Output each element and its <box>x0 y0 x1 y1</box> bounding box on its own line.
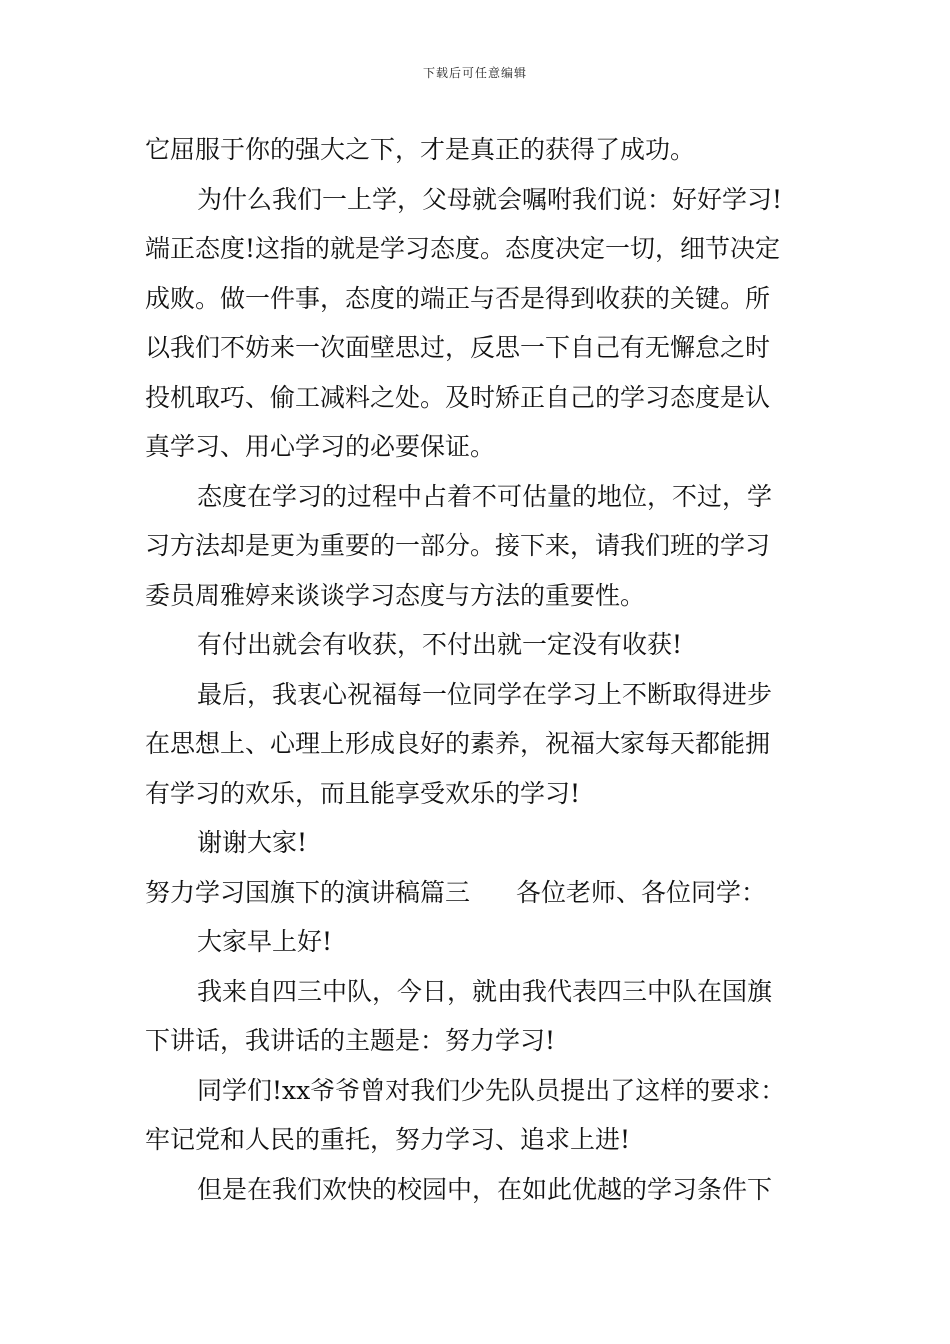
paragraph-start-line: 态度在学习的过程中占着不可估量的地位，不过，学 <box>197 481 773 511</box>
section-title-line <box>145 868 809 918</box>
paragraph-start-line: 但是在我们欢快的校园中，在如此优越的学习条件下 <box>197 1174 773 1204</box>
paragraph-start-line: 谢谢大家! <box>197 828 308 857</box>
text-line: 真学习、用心学习的必要保证。 <box>145 432 496 461</box>
text-line: 下讲话，我讲话的主题是：努力学习! <box>145 1026 556 1055</box>
text-line: 有学习的欢乐，而且能享受欢乐的学习! <box>145 778 581 808</box>
paragraph-start-line: 同学们!xx爷爷曾对我们少先队员提出了这样的要求： <box>197 1075 786 1105</box>
document-body <box>145 125 809 1214</box>
text-line: 成败。做一件事，态度的端正与否是得到收获的关键。所 <box>145 283 771 313</box>
text-line: 牢记党和人民的重托，努力学习、追求上进! <box>145 1125 631 1154</box>
text-line: 以我们不妨来一次面壁思过，反思一下自己有无懈怠之时 <box>145 333 771 362</box>
paragraph-start-line: 大家早上好! <box>197 927 333 956</box>
text-line: 它屈服于你的强大之下，才是真正的获得了成功。 <box>145 135 696 164</box>
paragraph-start-line: 最后，我衷心祝福每一位同学在学习上不断取得进步 <box>197 679 773 709</box>
text-line: 委员周雅婷来谈谈学习态度与方法的重要性。 <box>145 580 646 610</box>
text-line: 习方法却是更为重要的一部分。接下来，请我们班的学习 <box>145 531 771 560</box>
page-header: 下载后可任意编辑 <box>422 66 527 80</box>
text-line: 投机取巧、偷工减料之处。及时矫正自己的学习态度是认 <box>145 382 771 412</box>
text-line: 端正态度!这指的就是学习态度。态度决定一切，细节决定 <box>145 234 781 263</box>
salutation: 各位老师、各位同学： <box>516 877 767 907</box>
paragraph-start-line: 为什么我们一上学，父母就会嘱咐我们说：好好学习! <box>197 184 783 214</box>
text-line: 在思想上、心理上形成良好的素养，祝福大家每天都能拥 <box>145 729 771 758</box>
paragraph-start-line: 有付出就会有收获，不付出就一定没有收获! <box>197 630 683 659</box>
section-title: 努力学习国旗下的演讲稿篇三 <box>145 877 471 907</box>
paragraph-start-line: 我来自四三中队，今日，就由我代表四三中队在国旗 <box>197 976 773 1006</box>
